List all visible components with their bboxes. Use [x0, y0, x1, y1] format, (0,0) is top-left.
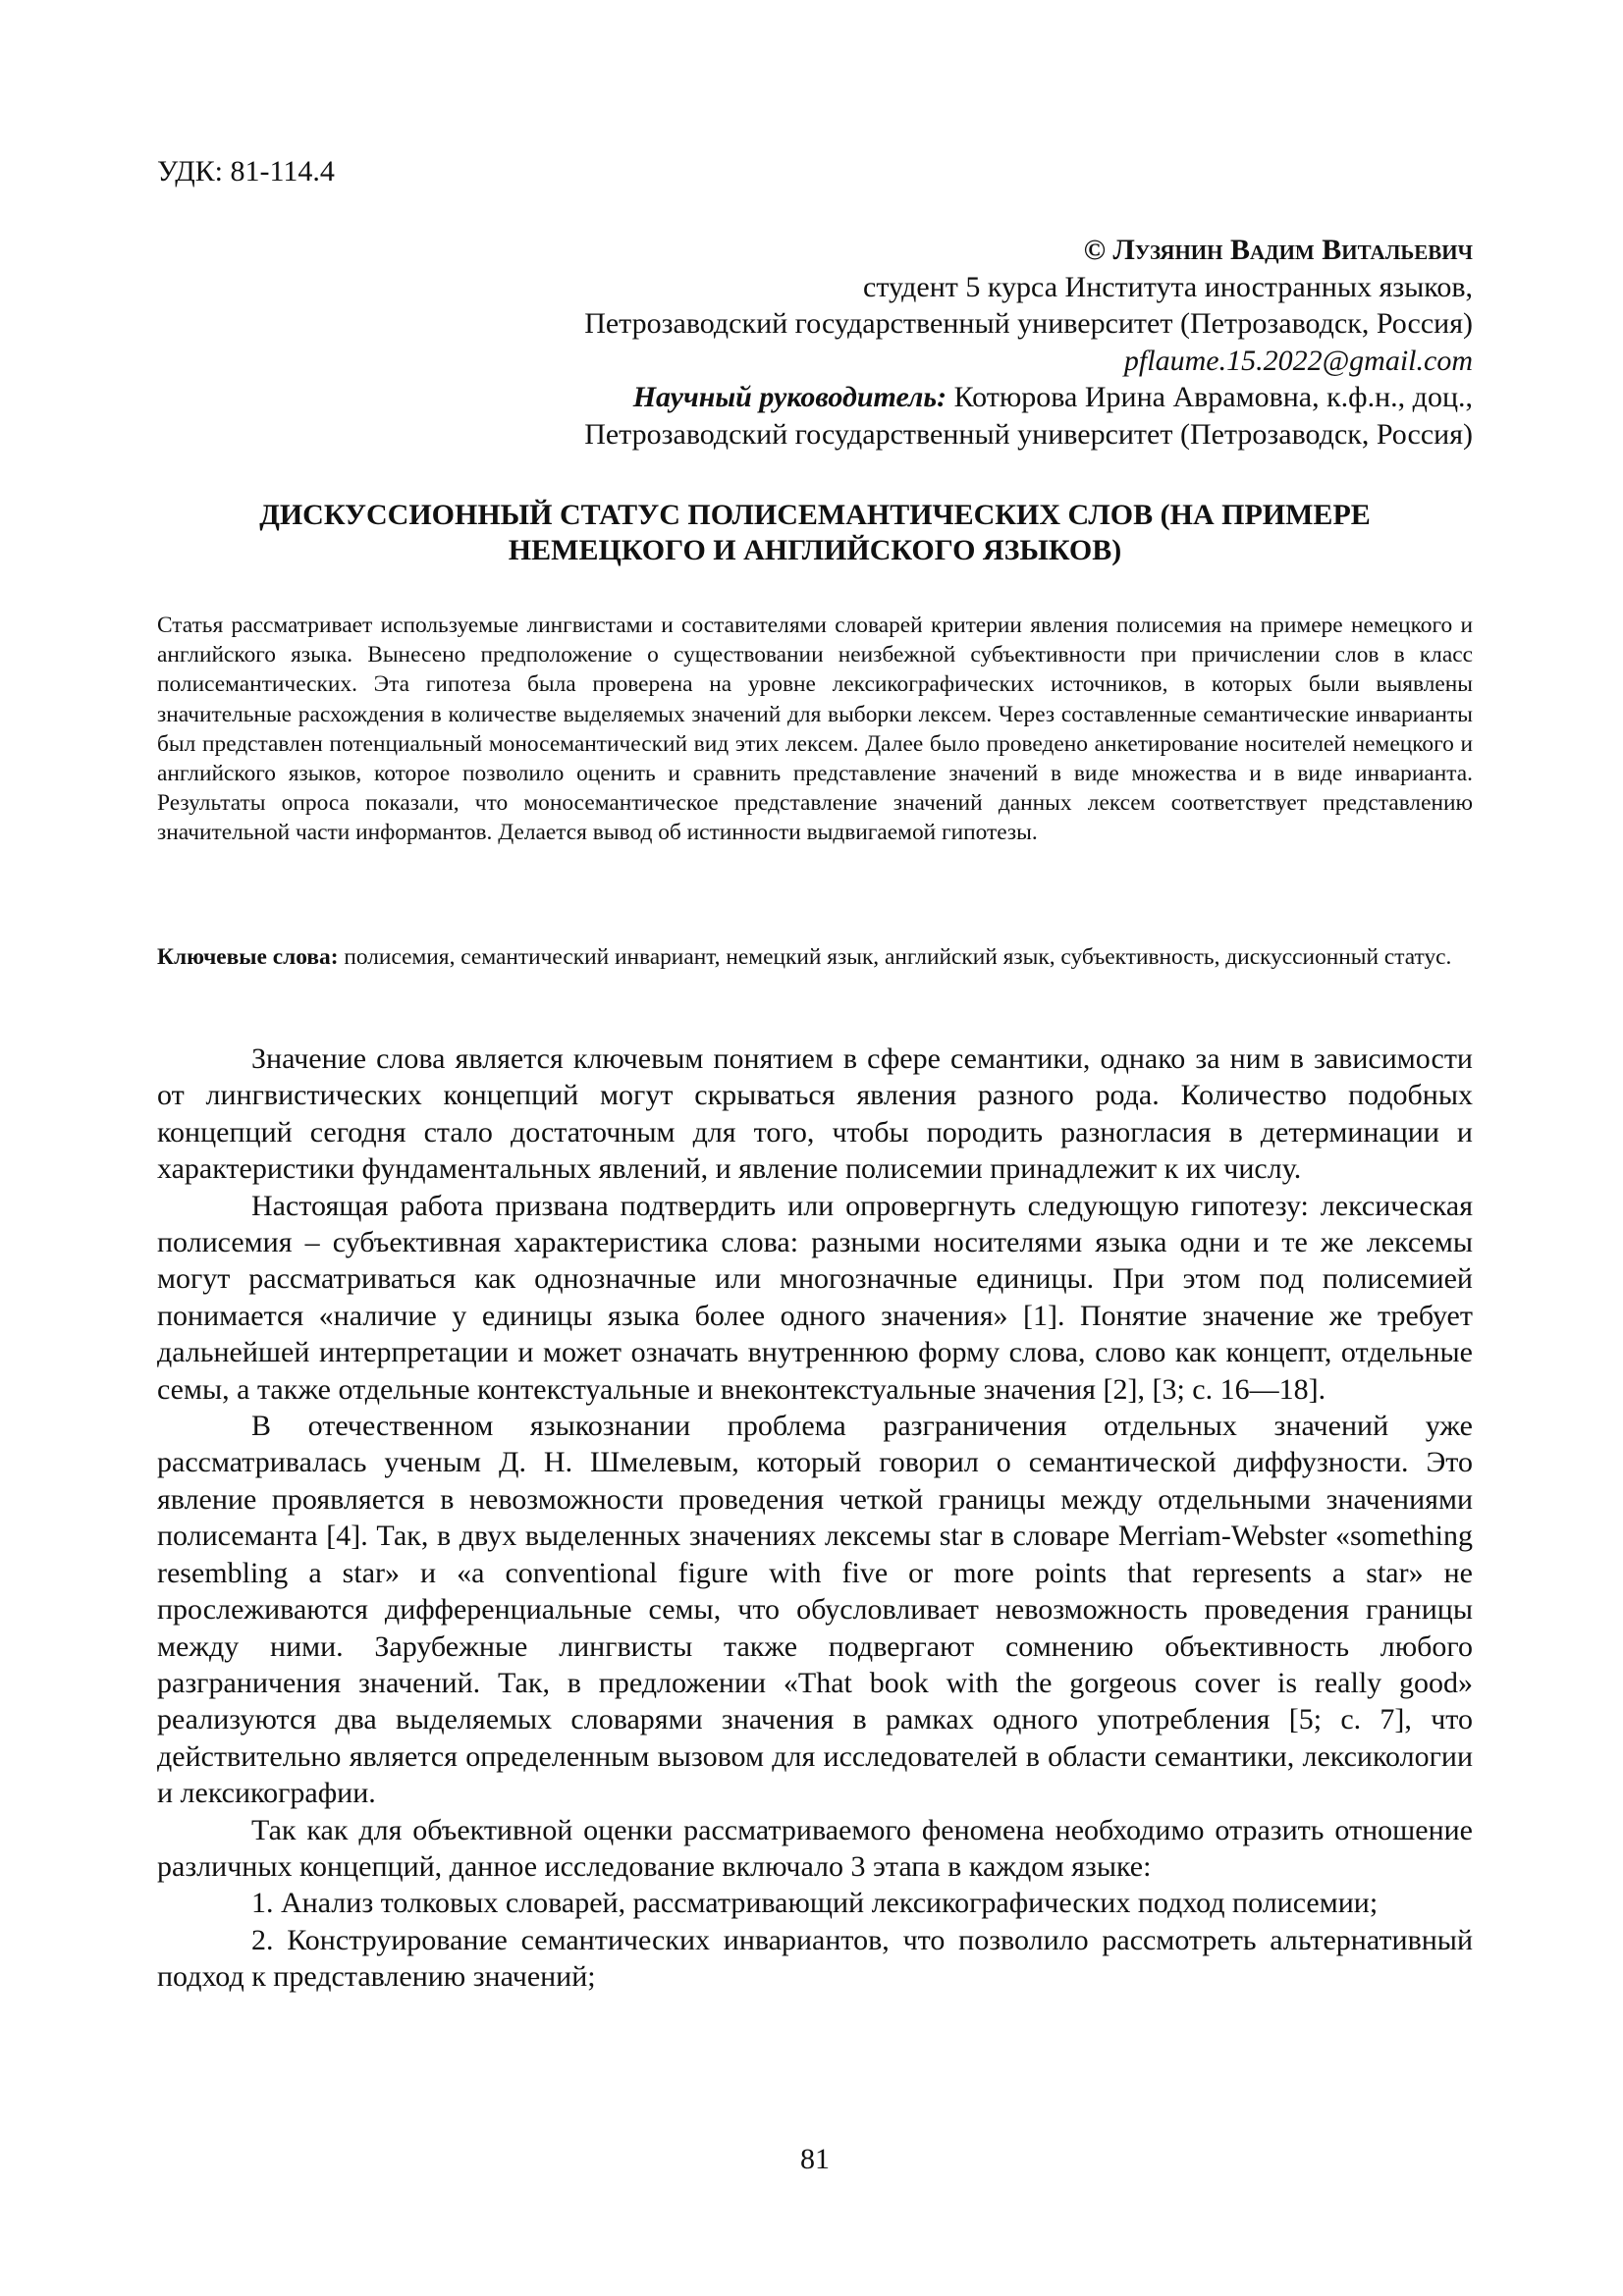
- supervisor-affiliation: Петрозаводский государственный университет (Петрозаводск, Россия): [584, 417, 1473, 451]
- supervisor-name: Котюрова Ирина Аврамовна, к.ф.н., доц.,: [947, 381, 1473, 414]
- supervisor-label: Научный руководитель:: [632, 381, 947, 414]
- list-item: 1. Анализ толковых словарей, рассматривающий лексикографических подход полисемии;: [251, 1887, 1379, 1920]
- page-number: 81: [800, 2143, 830, 2175]
- author-position: студент 5 курса Института иностранных языков,: [863, 270, 1473, 303]
- article-title-line-1: ДИСКУССИОННЫЙ СТАТУС ПОЛИСЕМАНТИЧЕСКИХ СЛОВ (НА ПРИМЕРЕ: [259, 499, 1371, 531]
- keywords-label: Ключевые слова:: [157, 944, 339, 970]
- keywords: [157, 942, 1473, 972]
- abstract: Статья рассматривает используемые лингвистами и составителями словарей критерии явления полисемия на примере немецкого и английского языка. Вынесено предположение о существовании неизбежной субъективности при причислении слов в класс полисемантических. Эта гипотеза была проверена на уровне лексикографических источников, в которых были выявлены значительные расхождения в количестве выделяемых значений для выборки лексем. Через составленные семантические инварианты был представлен потенциальный моносемантический вид этих лексем. Далее было проведено анкетирование носителей немецкого и английского языков, которое позволило оценить и сравнить представление значений в виде множества и в виде инварианта. Результаты опроса показали, что моносемантическое представление значений данных лексем соответствует представлению значительной части информантов. Делается вывод об истинности выдвигаемой гипотезы.: [157, 613, 1473, 846]
- paragraph: В отечественном языкознании проблема разграничения отдельных значений уже рассматривалась ученым Д. Н. Шмелевым, который говорил о семантической диффузности. Это явление проявляется в невозможности проведения четкой границы между отдельными значениями полисеманта [4]. Так, в двух выделенных значениях лексемы star в словаре Merriam-Webster «something resembling a star» и «a conventional figure with five or more points that represents a star» не прослеживаются дифференциальные семы, что обусловливает невозможность проведения границы между ними. Зарубежные лингвисты также подвергают сомнению объективность любого разграничения значений. Так, в предложении «That book with the gorgeous cover is really good» реализуются два выделяемых словарями значения в рамках одного употребления [5; с. 7], что действительно является определенным вызовом для исследователей в области семантики, лексикологии и лексикографии.: [157, 1410, 1473, 1810]
- body-text: [157, 1041, 1473, 1996]
- author-email: pflaume.15.2022@gmail.com: [1123, 344, 1473, 377]
- author-name: © Лузянин Вадим Витальевич: [1083, 234, 1473, 266]
- paragraph: Настоящая работа призвана подтвердить или опровергнуть следующую гипотезу: лексическая полисемия – субъективная характеристика слова: разными носителями языка одни и те же лексемы могут рассматриваться как однозначные или многозначные единицы. При этом под полисемией понимается «наличие у единицы языка более одного значения» [1]. Понятие значение же требует дальнейшей интерпретации и может означать внутреннюю форму слова, слово как концепт, отдельные семы, а также отдельные контекстуальные и внеконтекстуальные значения [2], [3; с. 16—18].: [157, 1189, 1473, 1406]
- paragraph: Так как для объективной оценки рассматриваемого феномена необходимо отразить отношение различных концепций, данное исследование включало 3 этапа в каждом языке:: [157, 1813, 1473, 1883]
- article-title: [157, 498, 1473, 568]
- udk-code: УДК: 81-114.4: [157, 155, 335, 187]
- supervisor-line: [157, 379, 1473, 416]
- keywords-list: полисемия, семантический инвариант, немецкий язык, английский язык, субъективность, дискуссионный статус.: [338, 944, 1452, 970]
- author-block: [157, 232, 1473, 454]
- list-item: 2. Конструирование семантических инвариантов, что позволило рассмотреть альтернативный подход к представлению значений;: [157, 1923, 1473, 1994]
- author-affiliation: Петрозаводский государственный университет (Петрозаводск, Россия): [584, 307, 1473, 341]
- paragraph: Значение слова является ключевым понятием в сфере семантики, однако за ним в зависимости от лингвистических концепций могут скрываться явления разного рода. Количество подобных концепций сегодня стало достаточным для того, чтобы породить разногласия в детерминации и характеристики фундаментальных явлений, и явление полисемии принадлежит к их числу.: [157, 1042, 1473, 1186]
- article-title-line-2: НЕМЕЦКОГО И АНГЛИЙСКОГО ЯЗЫКОВ): [508, 534, 1122, 566]
